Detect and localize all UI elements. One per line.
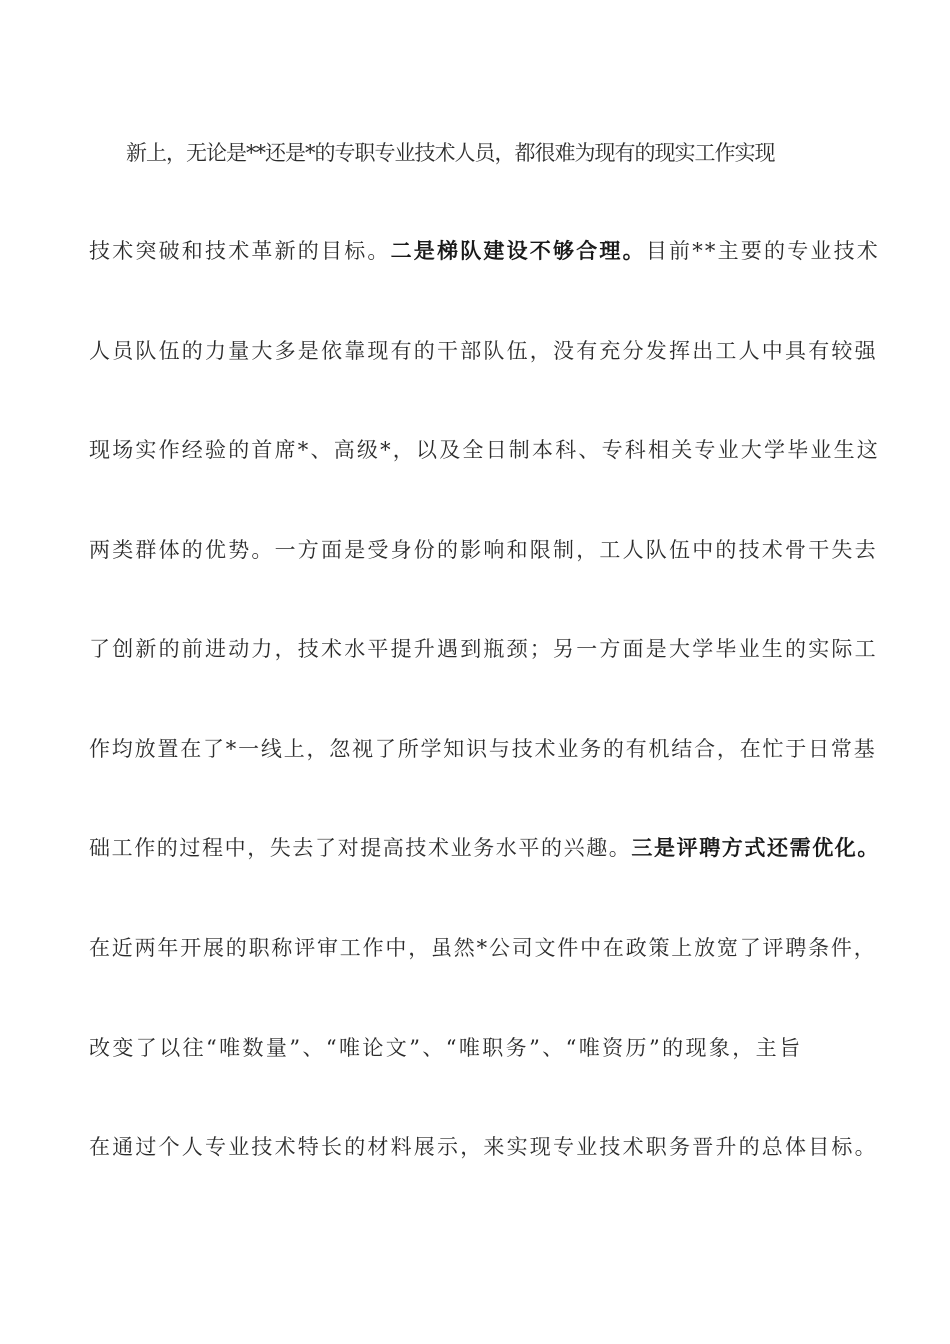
- text-run: 作均放置在了*一线上，忽视了所学知识与技术业务的有机结合，在忙于日常基: [89, 737, 877, 761]
- text-run: 技术突破和技术革新的目标。: [89, 239, 391, 263]
- text-run: 了创新的前进动力，技术水平提升遇到瓶颈；另一方面是大学毕业生的实际工: [89, 637, 878, 661]
- text-run: 人员队伍的力量大多是依靠现有的干部队伍，没有充分发挥出工人中具有较强: [89, 339, 878, 363]
- paragraph-line: [89, 1127, 879, 1167]
- paragraph-line: [89, 729, 879, 769]
- text-run: 础工作的过程中，失去了对提高技术业务水平的兴趣。: [89, 836, 632, 860]
- paragraph-line: [89, 1028, 879, 1068]
- bold-heading-run: 三是评聘方式还需优化。: [631, 835, 881, 860]
- text-run: 现场实作经验的首席*、高级*，以及全日制本科、专科相关专业大学毕业生这: [89, 438, 880, 462]
- paragraph-line: [89, 530, 879, 570]
- text-run: 目前**主要的专业技术: [645, 239, 881, 263]
- paragraph-line: [126, 133, 916, 173]
- text-run: 两类群体的优势。一方面是受身份的影响和限制，工人队伍中的技术骨干失去: [89, 538, 878, 562]
- paragraph-line: [89, 629, 879, 669]
- paragraph-line: [89, 331, 879, 371]
- text-run: 在通过个人专业技术特长的材料展示，来实现专业技术职务晋升的总体目标。: [89, 1135, 878, 1159]
- paragraph-line: [89, 828, 879, 868]
- text-run: 新上，无论是**还是*的专职专业技术人员，都很难为现有的现实工作实现: [126, 141, 775, 165]
- paragraph-line: [89, 231, 879, 271]
- text-run: 改变了以往“唯数量”、“唯论文”、“唯职务”、“唯资历”的现象，主旨: [89, 1036, 803, 1060]
- paragraph-line: [89, 928, 879, 968]
- text-run: 在近两年开展的职称评审工作中，虽然*公司文件中在政策上放宽了评聘条件，: [89, 936, 877, 960]
- paragraph-line: [89, 430, 879, 470]
- bold-heading-run: 二是梯队建设不够合理。: [390, 238, 646, 263]
